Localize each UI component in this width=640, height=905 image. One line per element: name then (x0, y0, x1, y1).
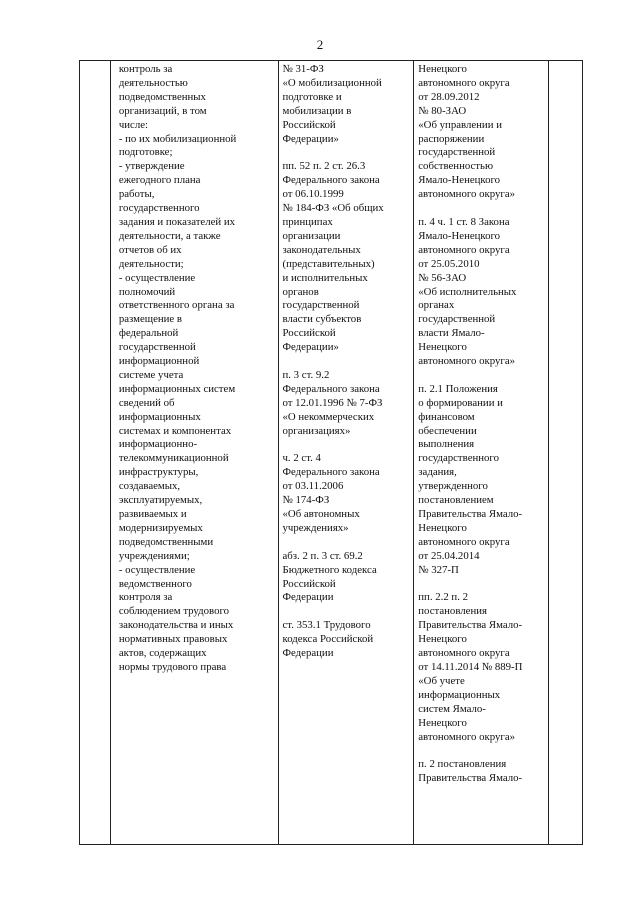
cell-text-line: Ямало-Ненецкого (418, 174, 501, 187)
cell-text-line: Ненецкого (418, 63, 467, 75)
cell-text-line: Российской (282, 577, 336, 590)
cell-text-line: № 327-П (418, 563, 459, 576)
cell-text-line: - по их мобилизационной (118, 132, 237, 145)
cell-text-line: Федерального закона (282, 382, 380, 395)
table-cell-federal-basis (278, 61, 414, 845)
cell-text-line: актов, содержащих (118, 647, 207, 660)
cell-text-line: автономного округа» (418, 730, 516, 743)
cell-text-line (418, 202, 545, 216)
cell-text-line: учреждениями; (118, 549, 190, 562)
table-row (80, 61, 583, 845)
cell-text-line: модернизируемых (118, 521, 203, 534)
cell-text-line: государственного (418, 452, 499, 465)
cell-text-line: размещение в (118, 313, 183, 326)
cell-text-line (418, 369, 545, 383)
cell-text-line: п. 2 постановления (418, 758, 507, 771)
cell-text-line: Ненецкого (418, 716, 467, 729)
cell-text-line: государственного (118, 202, 200, 215)
table-cell-regional-basis (414, 61, 549, 845)
cell-text-line: - утверждение (118, 160, 185, 173)
cell-text-line: - осуществление (118, 563, 196, 576)
cell-text-line (283, 146, 411, 160)
cell-text-line: власти Ямало- (418, 327, 485, 340)
cell-text-line: Федерации» (282, 132, 339, 145)
cell-text-line: от 06.10.1999 (282, 188, 344, 201)
cell-text-line: создаваемых, (118, 480, 181, 493)
cell-text-line: постановлением (418, 494, 494, 507)
cell-text-line: информационных (118, 410, 201, 423)
cell-text-line: автономного округа» (418, 188, 516, 201)
cell-text-line: Ямало-Ненецкого (418, 229, 501, 242)
cell-text-line: организации (282, 229, 341, 242)
cell-text-line: «Об исполнительных (418, 285, 517, 298)
cell-text-line: Федерации (282, 647, 334, 660)
cell-text-line: информационной (118, 355, 200, 368)
cell-text-line: деятельностью (118, 76, 188, 89)
cell-text-line: инфраструктуры, (118, 466, 199, 479)
cell-text-line: Федерации (282, 591, 334, 604)
cell-text-line: Федерального закона (282, 174, 380, 187)
cell-text-line: задания, (418, 466, 457, 479)
cell-text-line: пп. 2.2 п. 2 (418, 591, 468, 604)
cell-text-line: отчетов об их (118, 243, 182, 256)
cell-text-line: организаций, в том (118, 104, 207, 117)
document-table (79, 60, 583, 845)
cell-text-line: собственностью (418, 160, 494, 173)
cell-text-line: № 184-ФЗ «Об общих (282, 202, 384, 215)
cell-text-line: сведений об (118, 396, 175, 409)
cell-text-line: № 31-ФЗ (282, 63, 324, 75)
cell-text-line: от 03.11.2006 (282, 480, 344, 493)
cell-text-line: Правительства Ямало- (418, 619, 523, 632)
cell-text-line: информационных систем (118, 382, 236, 395)
cell-text-line: Правительства Ямало- (418, 772, 523, 785)
cell-text-line: государственной (282, 299, 360, 312)
cell-text-line: автономного округа (418, 535, 510, 548)
cell-text-line: «Об автономных (282, 508, 360, 520)
cell-text-line: утвержденного (418, 480, 488, 493)
cell-text-line: автономного округа (418, 76, 510, 89)
cell-text-line: от 25.04.2014 (418, 549, 480, 562)
cell-text-line: ведомственного (118, 577, 192, 590)
cell-text-line: федеральной (118, 327, 179, 340)
cell-text-line: от 14.11.2014 № 889-П (418, 660, 523, 673)
cell-text-line: «Об управлении и (418, 118, 502, 131)
cell-text-line: Ненецкого (418, 633, 467, 646)
cell-text-line: от 25.05.2010 (418, 257, 480, 270)
cell-text-line: деятельности, а также (118, 229, 221, 242)
cell-text-line: информационно- (118, 438, 198, 451)
cell-text-line: государственной (418, 313, 496, 326)
cell-text-line: № 174-ФЗ (282, 494, 330, 507)
cell-text-line: информационных (418, 688, 501, 701)
page-number: 2 (316, 37, 324, 52)
cell-text-line: Федерального закона (282, 466, 380, 479)
cell-text-line: органов (282, 285, 319, 298)
cell-text-line: учреждениях» (282, 521, 349, 534)
cell-text-line: «Об учете (418, 674, 465, 687)
cell-text-line: развиваемых и (118, 508, 187, 520)
cell-text-line: (представительных) (282, 257, 375, 270)
table-cell-functions (110, 61, 278, 845)
cell-text-line (283, 605, 411, 619)
cell-text-line: постановления (418, 605, 487, 618)
cell-text-line: контроль за (118, 63, 173, 75)
cell-text-line: принципах (282, 215, 333, 228)
cell-text-line: законодательных (282, 243, 361, 256)
cell-text-line: Бюджетного кодекса (282, 563, 377, 576)
cell-text-line: - осуществление (118, 271, 196, 284)
cell-text-line: «О некоммерческих (282, 410, 375, 423)
cell-text-line: автономного округа (418, 647, 510, 660)
cell-text-line: эксплуатируемых, (118, 494, 203, 507)
cell-text-line: государственной (118, 341, 196, 354)
cell-text-line (283, 536, 411, 550)
cell-text-line: «О мобилизационной (282, 76, 382, 89)
cell-text-line: от 12.01.1996 № 7-ФЗ (282, 396, 383, 409)
cell-text-line: выполнения (418, 438, 475, 451)
cell-text-line: ответственного органа за (118, 299, 235, 312)
cell-text-line: ст. 353.1 Трудового (282, 619, 371, 632)
cell-text-line: от 28.09.2012 (418, 90, 480, 103)
cell-text-line: телекоммуникационной (118, 452, 229, 465)
cell-text-line: Российской (282, 118, 336, 131)
cell-text-line: систем Ямало- (418, 702, 486, 715)
table-cell-number (80, 61, 111, 845)
cell-text-line (418, 744, 545, 758)
cell-text-line: нормы трудового права (118, 660, 227, 673)
cell-text-line: полномочий (118, 285, 176, 298)
cell-text-line: работы, (118, 188, 155, 201)
cell-text-line: автономного округа» (418, 355, 516, 368)
cell-text-line: о формировании и (418, 396, 503, 409)
cell-text-line: кодекса Российской (282, 633, 374, 646)
cell-text-line: подготовке; (118, 146, 173, 159)
cell-text-line: Ненецкого (418, 341, 467, 354)
cell-text-line: числе: (118, 118, 149, 131)
cell-text-line: № 56-ЗАО (418, 271, 467, 284)
cell-text-line (283, 355, 411, 369)
cell-text-line: контроля за (118, 591, 173, 604)
cell-text-line: соблюдением трудового (118, 605, 230, 618)
cell-text-line: ежегодного плана (118, 174, 201, 187)
table-cell-notes (549, 61, 583, 845)
cell-text-line: ч. 2 ст. 4 (282, 452, 321, 465)
cell-text-line: Российской (282, 327, 336, 340)
cell-text-line: организациях» (282, 424, 351, 437)
cell-text-line: п. 2.1 Положения (418, 382, 498, 395)
cell-text-line: распоряжении (418, 132, 485, 145)
cell-text-line: деятельности; (118, 257, 184, 270)
cell-text-line: № 80-ЗАО (418, 104, 467, 117)
cell-text-line: автономного округа (418, 243, 510, 256)
cell-text-line: пп. 52 п. 2 ст. 26.3 (282, 160, 366, 173)
cell-text-line: мобилизации в (282, 104, 352, 117)
cell-text-line: государственной (418, 146, 496, 159)
cell-text-line: нормативных правовых (118, 633, 228, 646)
cell-text-line: системах и компонентах (118, 424, 232, 437)
cell-text-line (283, 438, 411, 452)
cell-text-line: подведомственными (118, 535, 214, 548)
cell-text-line: задания и показателей их (118, 215, 236, 228)
cell-text-line: законодательства и иных (118, 619, 234, 632)
cell-text-line: системе учета (118, 368, 184, 381)
cell-text-line: Федерации» (282, 341, 339, 354)
cell-text-line (418, 578, 545, 592)
cell-text-line: п. 4 ч. 1 ст. 8 Закона (418, 215, 510, 228)
cell-text-line: подведомственных (118, 90, 206, 103)
cell-text-line: Правительства Ямало- (418, 508, 523, 520)
cell-text-line: власти субъектов (282, 313, 362, 326)
cell-text-line: органах (418, 299, 455, 312)
cell-text-line: абз. 2 п. 3 ст. 69.2 (282, 549, 363, 562)
cell-text-line: и исполнительных (282, 271, 368, 284)
cell-text-line: финансовом (418, 410, 475, 423)
cell-text-line: обеспечении (418, 424, 477, 437)
cell-text-line: подготовке и (282, 90, 342, 103)
cell-text-line: п. 3 ст. 9.2 (282, 368, 330, 381)
cell-text-line: Ненецкого (418, 521, 467, 534)
